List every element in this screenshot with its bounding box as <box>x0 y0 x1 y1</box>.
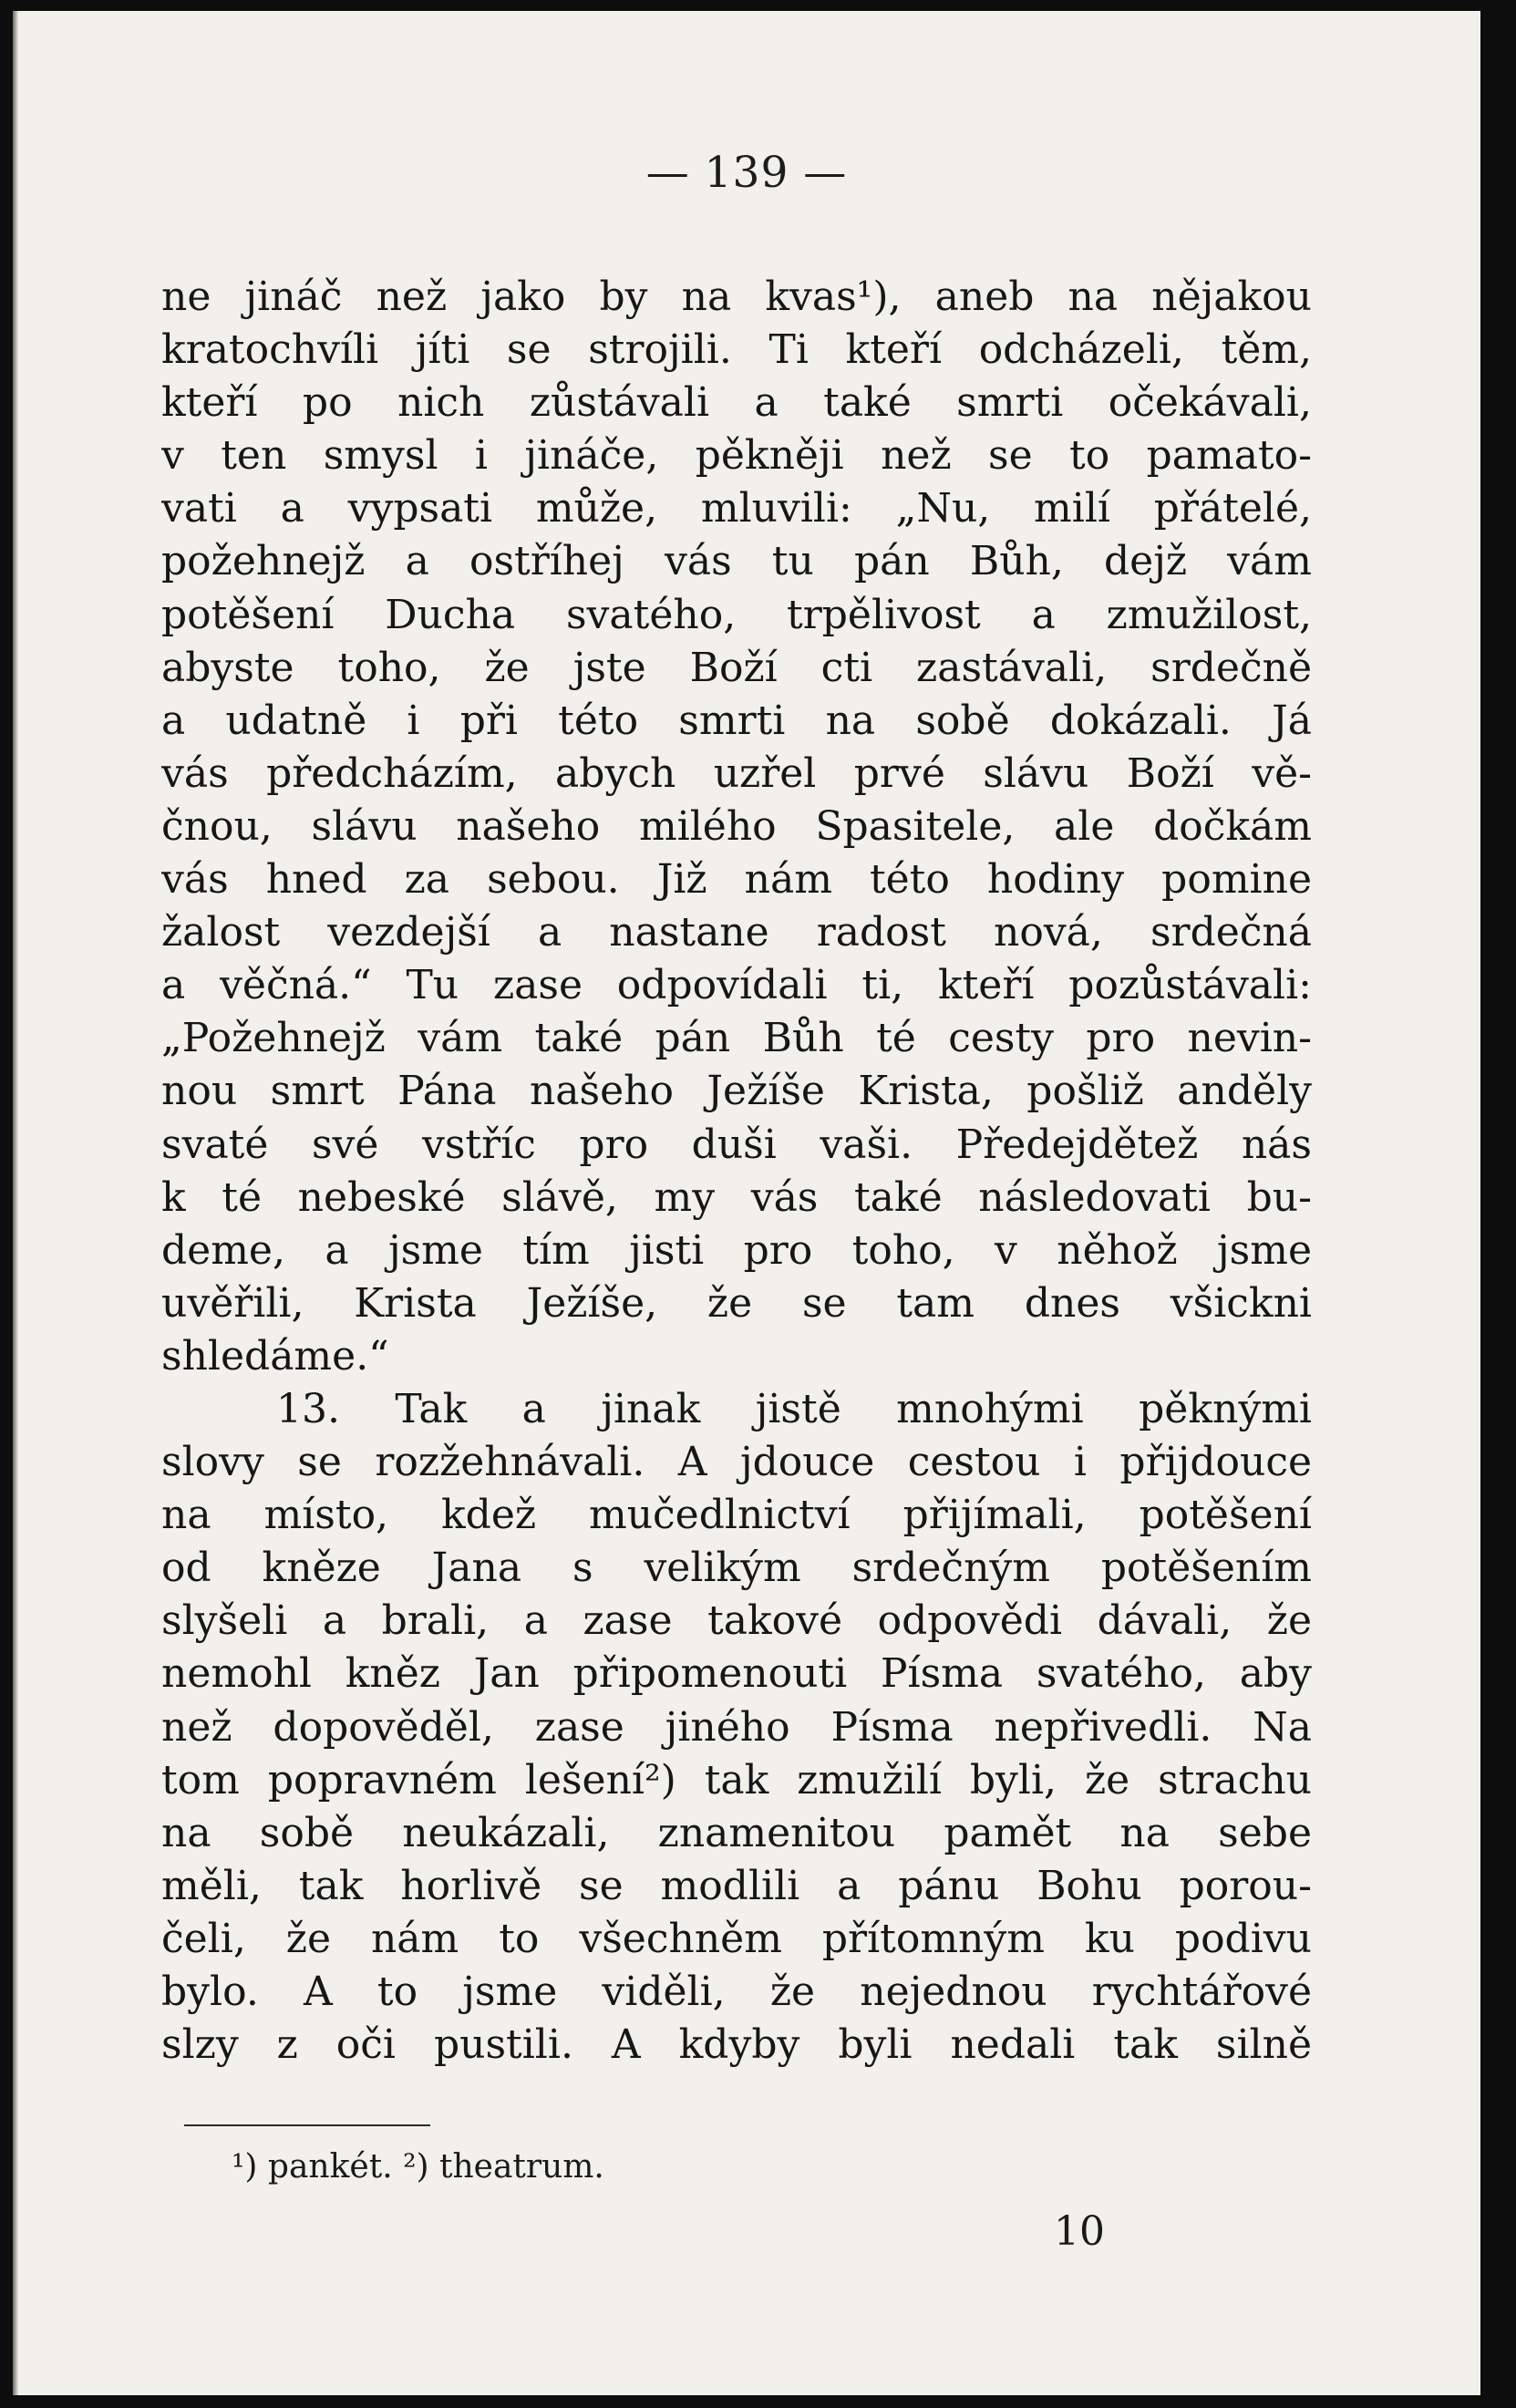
text-line: požehnejž a ostříhej vás tu pán Bůh, dejž vám <box>161 538 1312 585</box>
text-line: svaté své vstříc pro duši vaši. Předejdětež nás <box>161 1121 1312 1168</box>
text-line: než dopověděl, zase jiného Písma nepřivedli. Na <box>161 1703 1312 1751</box>
text-line: od kněze Jana s velikým srdečným potěšením <box>161 1545 1312 1592</box>
text-line: potěšení Ducha svatého, trpělivost a zmužilost, <box>161 591 1312 638</box>
signature-mark: 10 <box>1054 2208 1105 2255</box>
text-line: ne jináč než jako by na kvas¹), aneb na nějakou <box>161 274 1312 320</box>
text-line: a věčná.“ Tu zase odpovídali ti, kteří pozůstávali: <box>161 962 1312 1009</box>
text-line: žalost vezdejší a nastane radost nová, srdečná <box>161 909 1312 956</box>
text-line: k té nebeské slávě, my vás také následovati bu- <box>161 1173 1312 1221</box>
text-line: a udatně i při této smrti na sobě dokázali. Já <box>161 697 1312 744</box>
text-line: 13. Tak a jinak jistě mnohými pěknými <box>276 1385 1312 1432</box>
text-line: slovy se rozžehnávali. A jdouce cestou i přijdouce <box>161 1439 1312 1486</box>
text-line: bylo. A to jsme viděli, že nejednou rychtářové <box>161 1969 1312 2015</box>
text-line: shledáme.“ <box>161 1332 389 1380</box>
text-line: kteří po nich zůstávali a také smrti očekávali, <box>161 379 1312 427</box>
body-text <box>161 271 1312 2072</box>
text-line: vás hned za sebou. Již nám této hodiny pomine <box>161 856 1312 904</box>
text-line: tom popravném lešení²) tak zmužilí byli, že strachu <box>161 1756 1312 1803</box>
text-line: kratochvíli jíti se strojili. Ti kteří odcházeli, těm, <box>161 326 1312 374</box>
page-number-header: — 139 — <box>645 148 848 198</box>
text-line: v ten smysl i jináče, pěkněji než se to pamato- <box>161 432 1312 480</box>
text-line: vati a vypsati může, mluvili: „Nu, milí přátelé, <box>161 485 1312 532</box>
text-line: slyšeli a brali, a zase takové odpovědi dávali, že <box>161 1597 1312 1645</box>
book-page <box>13 11 1480 2395</box>
text-line: vás předcházím, abych uzřel prvé slávu Boží vě- <box>161 749 1312 797</box>
text-line: nemohl kněz Jan připomenouti Písma svatého, aby <box>161 1650 1312 1698</box>
text-line: „Požehnejž vám také pán Bůh té cesty pro nevin- <box>161 1015 1312 1062</box>
text-line: nou smrt Pána našeho Ježíše Krista, pošliž anděly <box>161 1068 1312 1115</box>
text-line: abyste toho, že jste Boží cti zastávali, srdečně <box>161 644 1312 691</box>
text-line: měli, tak horlivě se modlili a pánu Bohu porou- <box>161 1862 1312 1909</box>
footnote-rule <box>184 2124 430 2126</box>
text-line: uvěřili, Krista Ježíše, že se tam dnes všickni <box>161 1279 1312 1327</box>
text-line: na místo, kdež mučedlnictví přijímali, potěšení <box>161 1492 1312 1539</box>
text-line: čnou, slávu našeho milého Spasitele, ale dočkám <box>161 802 1312 850</box>
binding-edge <box>13 11 18 2395</box>
text-line: čeli, že nám to všechněm přítomným ku podivu <box>161 1915 1312 1962</box>
text-line: na sobě neukázali, znamenitou pamět na sebe <box>161 1809 1312 1856</box>
text-line: slzy z oči pustili. A kdyby byli nedali tak silně <box>161 2021 1312 2069</box>
footnote: ¹) pankét. ²) theatrum. <box>232 2148 604 2186</box>
text-line: deme, a jsme tím jisti pro toho, v něhož jsme <box>161 1226 1312 1274</box>
